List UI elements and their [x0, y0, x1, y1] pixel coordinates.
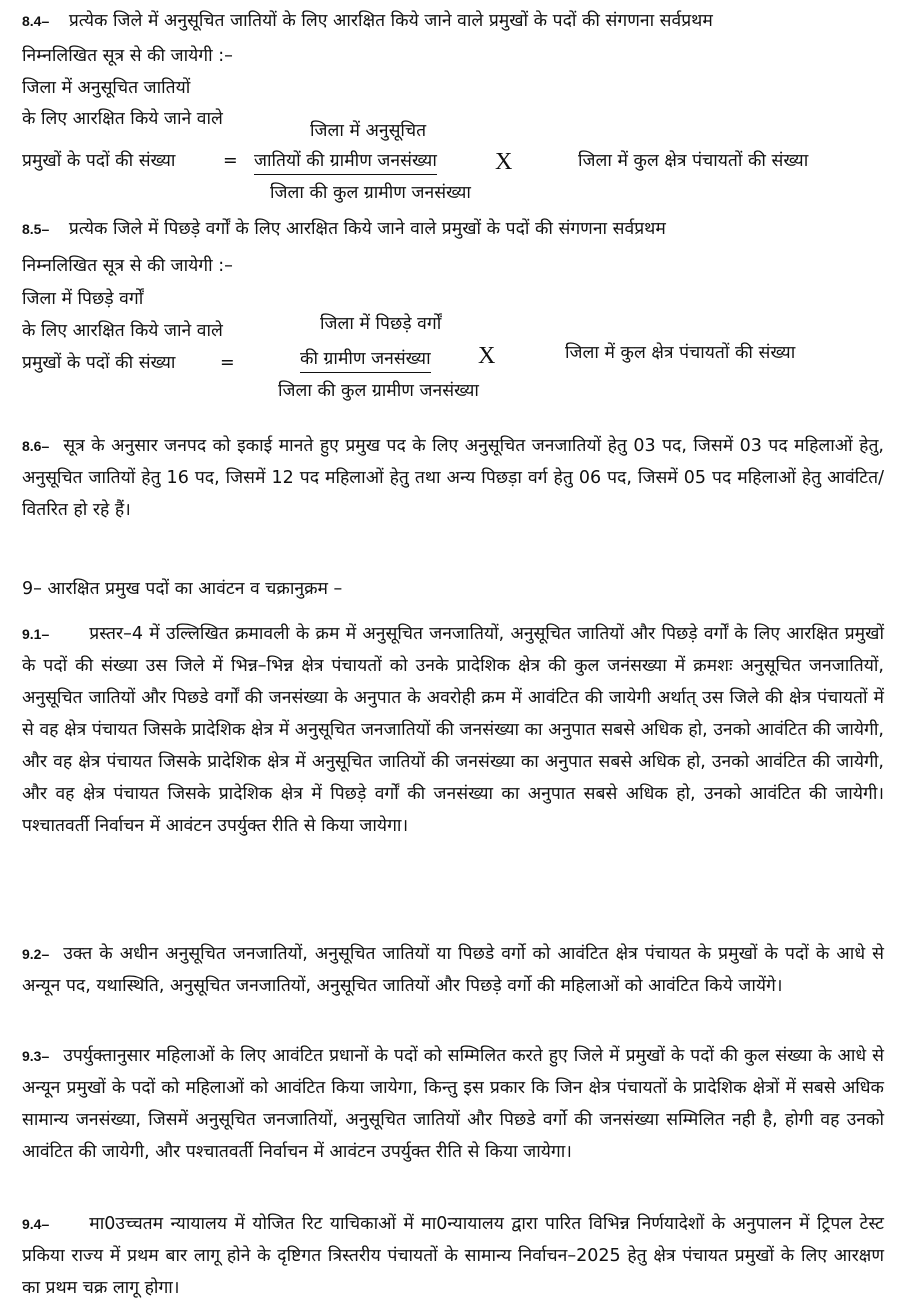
para-number: 8.4–	[22, 13, 50, 29]
para-number: 9.3–	[22, 1048, 50, 1064]
para-8-5-line1	[22, 218, 666, 240]
formula-8-4-left-1: जिला में अनुसूचित जातियों	[22, 78, 191, 98]
para-8-4-line2: निम्नलिखित सूत्र से की जायेगी :–	[22, 46, 233, 66]
formula-8-5-left-1: जिला में पिछड़े वर्गों	[22, 289, 144, 309]
para-text: उक्त के अधीन अनुसूचित जनजातियों, अनुसूचित जातियों या पिछडे वर्गो को आवंटित क्षेत्र पंचायत के प्रमुखों के पदों के आधे से अन्यून पद, यथास्थिति, अनुसूचित जनजातियों, अनुसूचित जातियों और पिछड़े वर्गो की महिलाओं को आवंटित किये जायेंगे।	[22, 944, 884, 996]
para-number: 8.6–	[22, 438, 50, 454]
formula-8-5-denominator: जिला की कुल ग्रामीण जनसंख्या	[278, 381, 479, 401]
para-9-3	[22, 1040, 884, 1168]
para-8-6	[22, 430, 884, 526]
formula-8-4-numerator-top: जिला में अनुसूचित	[310, 121, 427, 141]
para-text: सूत्र के अनुसार जनपद को इकाई मानते हुए प्रमुख पद के लिए अनुसूचित जनजातियों हेतु 03 पद, जिसमें 03 पद महिलाओं हेतु, अनुसूचित जातियों हेतु 16 पद, जिसमें 12 पद महिलाओं हेतु तथा अन्य पिछड़ा वर्ग हेतु 06 पद, जिसमें 05 पद महिलाओं हेतु आवंटित/वितरित हो रहे हैं।	[22, 436, 884, 520]
para-9-1	[22, 618, 884, 842]
para-9-4	[22, 1208, 884, 1304]
para-number: 8.5–	[22, 221, 50, 237]
para-8-4-line1	[22, 10, 713, 32]
section-9-heading: 9– आरक्षित प्रमुख पदों का आवंटन व चक्रानुक्रम –	[22, 579, 343, 599]
para-number: 9.2–	[22, 946, 50, 962]
formula-8-5-left-3: प्रमुखों के पदों की संख्या	[22, 353, 176, 373]
formula-8-5-left-2: के लिए आरक्षित किये जाने वाले	[22, 321, 223, 341]
para-number: 9.4–	[22, 1216, 50, 1232]
formula-8-4-equals: =	[223, 151, 238, 171]
formula-8-4-left-2: के लिए आरक्षित किये जाने वाले	[22, 109, 223, 129]
para-9-2	[22, 938, 884, 1002]
para-text: प्रत्येक जिले में अनुसूचित जातियों के लिए आरक्षित किये जाने वाले प्रमुखों के पदों की संगणना सर्वप्रथम	[68, 11, 713, 31]
formula-8-4-right: जिला में कुल क्षेत्र पंचायतों की संख्या	[578, 151, 809, 171]
para-text: उपर्युक्तानुसार महिलाओं के लिए आवंटित प्रधानों के पदों को सम्मिलित करते हुए जिले में प्रमुखों के पदों की कुल संख्या के आधे से अन्यून प्रमुखों के पदों को महिलाओं को आवंटित किया जायेगा, किन्तु इस प्रकार कि जिन क्षेत्र पंचायतों के प्रादेशिक क्षेत्रों में सबसे अधिक सामान्य जनसंख्या, जिसमें अनुसूचित जनजातियों, अनुसूचित जातियों और पिछडे वर्गो की जनसंख्या सम्मिलित नही है, होगी वह उनको आवंटित की जायेगी, और पश्चातवर्ती निर्वाचन में आवंटन उपर्युक्त रीति से किया जायेगा।	[22, 1046, 884, 1162]
formula-8-5-right: जिला में कुल क्षेत्र पंचायतों की संख्या	[565, 343, 796, 363]
formula-8-5-numerator: की ग्रामीण जनसंख्या	[300, 348, 431, 373]
formula-8-5-numerator-top: जिला में पिछड़े वर्गों	[320, 314, 442, 334]
formula-8-4-numerator: जातियों की ग्रामीण जनसंख्या	[254, 150, 437, 175]
formula-8-4-times: X	[495, 149, 513, 175]
para-text: प्रत्येक जिले में पिछड़े वर्गों के लिए आरक्षित किये जाने वाले प्रमुखों के पदों की संगणना सर्वप्रथम	[68, 219, 666, 239]
formula-8-5-times: X	[478, 343, 496, 369]
para-text: मा0उच्चतम न्यायालय में योजित रिट याचिकाओं में मा0न्यायालय द्वारा पारित विभिन्न निर्णयादेशों के अनुपालन में ट्रिपल टेस्ट प्रकिया राज्य में प्रथम बार लागू होने के दृष्टिगत त्रिस्तरीय पंचायतों के सामान्य निर्वाचन–2025 हेतु क्षेत्र पंचायत प्रमुखों के लिए आरक्षण का प्रथम चक्र लागू होगा।	[22, 1214, 884, 1298]
formula-8-5-equals: =	[220, 353, 235, 373]
para-number: 9.1–	[22, 626, 50, 642]
para-8-5-line2: निम्नलिखित सूत्र से की जायेगी :–	[22, 256, 233, 276]
formula-8-4-left-3: प्रमुखों के पदों की संख्या	[22, 151, 176, 171]
para-text: प्रस्तर–4 में उल्लिखित क्रमावली के क्रम में अनुसूचित जनजातियों, अनुसूचित जातियों और पिछड़े वर्गों के लिए आरक्षित प्रमुखों के पदों की संख्या उस जिले में भिन्न–भिन्न क्षेत्र पंचायतों को उनके प्रादेशिक क्षेत्र की कुल जनंसख्या में क्रमशः अनुसूचित जनजातियों, अनुसूचित जातियों और पिछडे वर्गों की जनसंख्या के अनुपात के अवरोही क्रम में आवंटित की जायेगी अर्थात् उस जिले की क्षेत्र पंचायतों में से वह क्षेत्र पंचायत जिसके प्रादेशिक क्षेत्र में अनुसूचित जनजातियों की जनसंख्या का अनुपात सबसे अधिक हो, उनको आवंटित की जायेगी, और वह क्षेत्र पंचायत जिसके प्रादेशिक क्षेत्र में अनुसूचित जातियों की जनसंख्या का अनुपात सबसे अधिक हो, उनको आवंटित की जायेगी, और वह क्षेत्र पंचायत जिसके प्रादेशिक क्षेत्र में पिछड़े वर्गों की जनसंख्या का अनुपात सबसे अधिक हो, उनको आवंटित की जायेगी। पश्चातवर्ती निर्वाचन में आवंटन उपर्युक्त रीति से किया जायेगा।	[22, 624, 884, 836]
formula-8-4-denominator: जिला की कुल ग्रामीण जनसंख्या	[270, 183, 471, 203]
